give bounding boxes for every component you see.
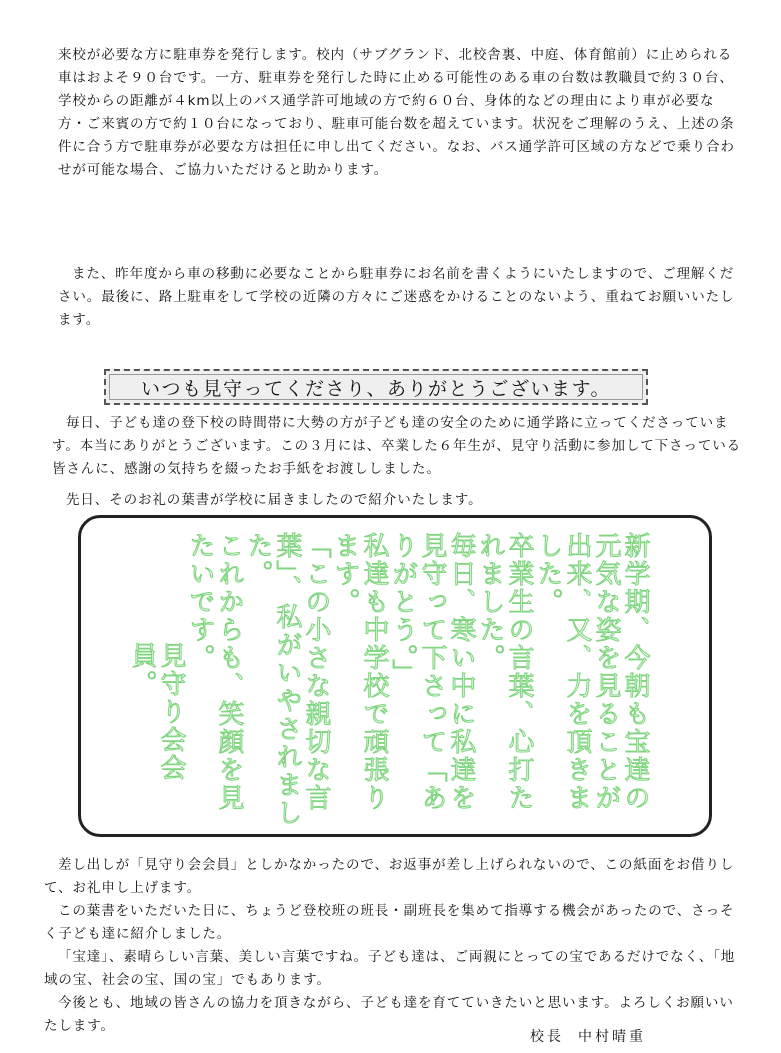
- postcard-line: 私達も中学校で頑張ります。: [330, 532, 389, 812]
- postcard-line: 毎日、寒い中に私達を見守って下さって「ありがとう。」: [388, 532, 476, 812]
- postcard-line: 卒業生の言葉、心打たれました。: [475, 532, 534, 812]
- postcard-text: [127, 532, 649, 827]
- postcard-line: 「この小さな親切な言葉」、私がいやされました。: [243, 532, 331, 827]
- principal-title: 校長: [530, 1029, 564, 1045]
- closing-paragraph-3: 「宝達」、素晴らしい言葉、美しい言葉ですね。子ども達は、ご両親にとっての宝であるだけでなく、「地域の宝、社会の宝、国の宝」でもあります。: [44, 949, 736, 988]
- parking-paragraph-1: 来校が必要な方に駐車券を発行します。校内（サブグランド、北校舎裏、中庭、体育館前）に止められる車はおよそ９０台です。一方、駐車券を発行した時に止める可能性のある車の台数は教職員で約３０台、学校からの距離が４km以上のバス通学許可地域の方で約６０台、身体的などの理由により車が必要な方・ご来賓の方で約１０台になっており、駐車可能台数を超えています。状況をご理解のうえ、上述の条件に合う方で駐車券が必要な方は担任に申し出てください。なお、バス通学許可区域の方などで乗り合わせが可能な場合、ご協力いただけると助かります。: [58, 47, 735, 178]
- parking-paragraph-2: また、昨年度から車の移動に必要なことから駐車券にお名前を書くようにいたしますので、ご理解ください。最後に、路上駐車をして学校の近隣の方々にご迷惑をかけることのないよう、重ねてお願いいたします。: [58, 266, 735, 328]
- postcard-line: 新学期、今朝も宝達の元気な姿を見ることが出来、又、力を頂きました。: [533, 532, 650, 812]
- section-heading: [104, 369, 648, 405]
- signature: [530, 1026, 646, 1046]
- postcard-line: これからも、笑顔を見たいです。: [185, 532, 244, 812]
- closing-paragraph-1: 差し出しが「見守り会会員」としかなかったので、お返事が差し上げられないので、この紙面をお借りして、お礼申し上げます。: [44, 857, 735, 896]
- intro-postcard-paragraph: 先日、そのお礼の葉書が学校に届きましたので紹介いたします。: [66, 492, 483, 508]
- closing-paragraph-4: 今後とも、地域の皆さんの協力を頂きながら、子ども達を育てていきたいと思います。よろしくお願いいたします。: [44, 995, 734, 1034]
- section-heading-text: いつも見守ってくださり、ありがとうございます。: [141, 377, 611, 400]
- principal-name: 中村晴重: [578, 1029, 646, 1045]
- closing-paragraph-2: この葉書をいただいた日に、ちょうど登校班の班長・副班長を集めて指導する機会があったので、さっそく子ども達に紹介しました。: [44, 903, 735, 942]
- postcard-line: 見守り会会員。: [127, 642, 186, 782]
- thanks-paragraph: 毎日、子ども達の登下校の時間帯に大勢の方が子ども達の安全のために通学路に立ってくださっています。本当にありがとうございます。この３月には、卒業した６年生が、見守り活動に参加して下さっている皆さんに、感謝の気持ちを綴ったお手紙をお渡ししました。: [52, 415, 742, 477]
- postcard-box: [78, 515, 712, 837]
